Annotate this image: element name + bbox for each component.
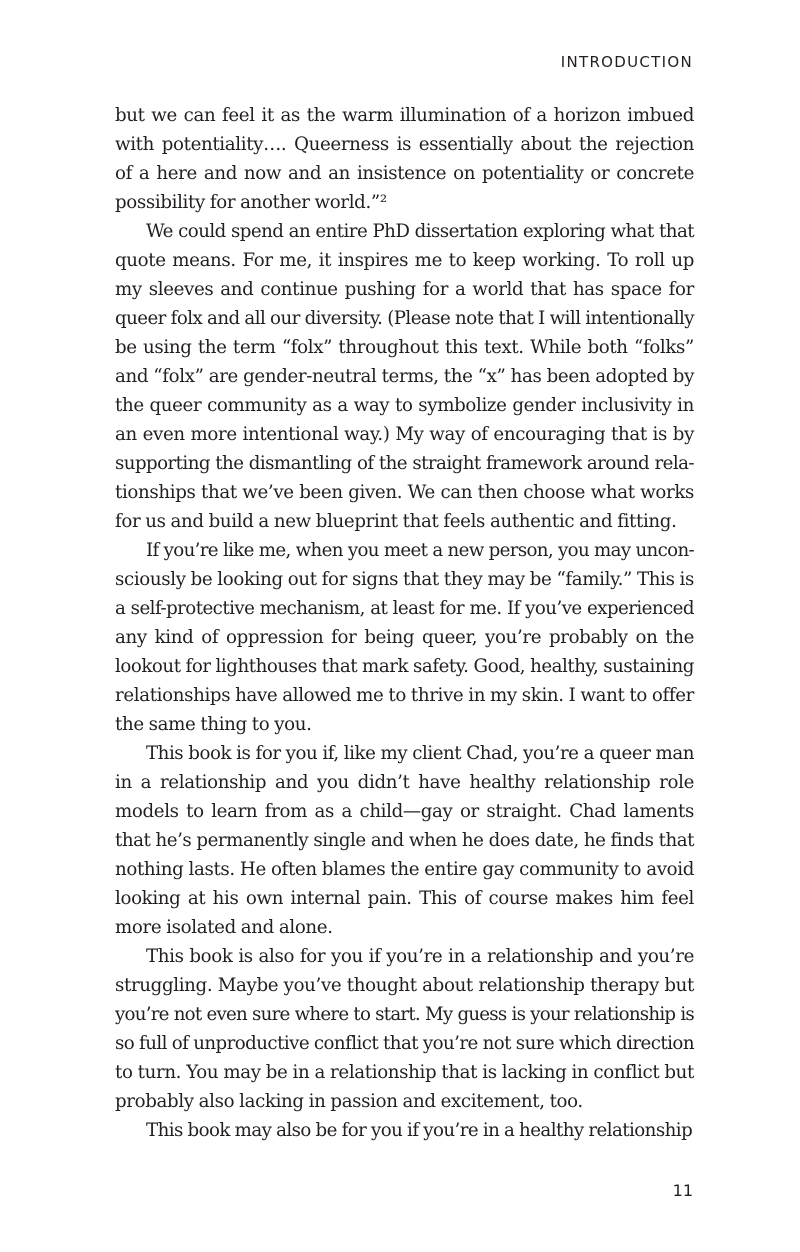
paragraph <box>115 739 694 942</box>
text-line: This book is for you if, like my client Chad, you’re a queer man <box>146 743 694 764</box>
text-line: sciously be looking out for signs that they may be “family.” This is <box>115 569 694 590</box>
text-line: with potentiality…. Queerness is essentially about the rejection <box>115 134 694 155</box>
text-line: that he’s permanently single and when he does date, he finds that <box>115 830 694 851</box>
running-head: INTRODUCTION <box>560 53 693 71</box>
text-line: probably also lacking in passion and excitement, too. <box>115 1091 583 1112</box>
text-line: relationships have allowed me to thrive in my skin. I want to offer <box>115 685 694 706</box>
text-line: This book is also for you if you’re in a relationship and you’re <box>146 946 694 967</box>
text-line: We could spend an entire PhD dissertation exploring what that <box>146 221 694 242</box>
paragraph <box>115 101 694 217</box>
body-text <box>115 101 694 1145</box>
text-line: This book may also be for you if you’re in a healthy relationship <box>146 1120 693 1141</box>
text-line: for us and build a new blueprint that feels authentic and fitting. <box>115 511 677 532</box>
paragraph <box>115 217 694 536</box>
text-line: more isolated and alone. <box>115 917 333 938</box>
text-line: quote means. For me, it inspires me to keep working. To roll up <box>115 250 694 271</box>
page-number: 11 <box>672 1181 693 1200</box>
text-line: a self-protective mechanism, at least for me. If you’ve experienced <box>115 598 694 619</box>
text-line: nothing lasts. He often blames the entire gay community to avoid <box>115 859 694 880</box>
text-line: you’re not even sure where to start. My guess is your relationship is <box>115 1004 694 1025</box>
text-line: queer folx and all our diversity. (Please note that I will intentionally <box>115 308 694 329</box>
text-line: the queer community as a way to symbolize gender inclusivity in <box>115 395 694 416</box>
text-line: looking at his own internal pain. This of course makes him feel <box>115 888 694 909</box>
text-line: to turn. You may be in a relationship that is lacking in conflict but <box>115 1062 694 1083</box>
text-line: models to learn from as a child—gay or straight. Chad laments <box>115 801 694 822</box>
text-line: possibility for another world.”² <box>115 192 387 213</box>
text-line: supporting the dismantling of the straight framework around rela- <box>115 453 694 474</box>
text-line: the same thing to you. <box>115 714 312 735</box>
text-line: and “folx” are gender-neutral terms, the “x” has been adopted by <box>115 366 694 387</box>
text-line: of a here and now and an insistence on potentiality or concrete <box>115 163 694 184</box>
text-line: but we can feel it as the warm illumination of a horizon imbued <box>115 105 694 126</box>
text-line: be using the term “folx” throughout this text. While both “folks” <box>115 337 694 358</box>
text-line: struggling. Maybe you’ve thought about relationship therapy but <box>115 975 694 996</box>
paragraph <box>115 942 694 1116</box>
text-line: my sleeves and continue pushing for a world that has space for <box>115 279 694 300</box>
text-line: so full of unproductive conflict that you’re not sure which direction <box>115 1033 694 1054</box>
paragraph <box>115 536 694 739</box>
text-line: an even more intentional way.) My way of encouraging that is by <box>115 424 694 445</box>
paragraph <box>115 1116 694 1145</box>
text-line: tionships that we’ve been given. We can then choose what works <box>115 482 694 503</box>
text-line: any kind of oppression for being queer, you’re probably on the <box>115 627 694 648</box>
text-line: lookout for lighthouses that mark safety. Good, healthy, sustaining <box>115 656 694 677</box>
text-line: in a relationship and you didn’t have healthy relationship role <box>115 772 694 793</box>
text-line: If you’re like me, when you meet a new person, you may uncon- <box>146 540 694 561</box>
